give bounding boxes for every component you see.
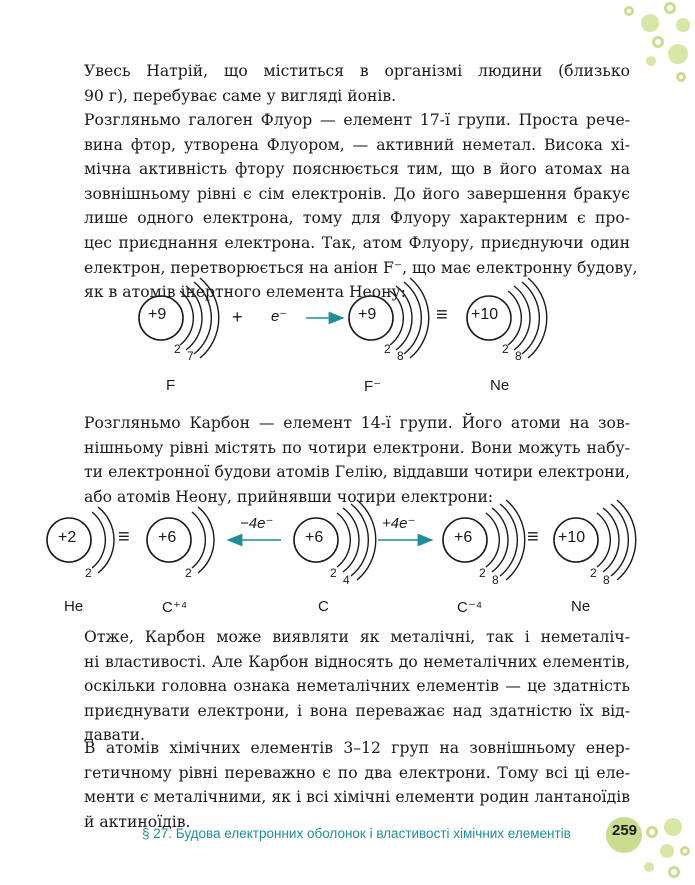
ne-label: Ne: [490, 377, 510, 394]
minus-4e-label: −4e⁻: [240, 515, 274, 532]
text-line: вина фтор, утворена Флуором, — активний неметал. Висока хі-: [84, 135, 630, 154]
c-shell-1: [337, 513, 350, 567]
plus-sign: +: [232, 307, 243, 327]
equiv-sign: ≡: [527, 526, 539, 548]
text-line: 90 г), перебуває саме у вигляді йонів.: [84, 86, 397, 105]
ne2-label: Ne: [571, 598, 591, 615]
c4p-shell-count-1: 2: [185, 566, 192, 580]
c4m-shell-2b: [506, 500, 525, 580]
paragraph-4: [84, 625, 630, 748]
ne2-shell-1: [597, 513, 610, 567]
text-line: лише одного електрона, тому для Флуору характерним є про-: [84, 209, 630, 228]
he-shell-count-1: 2: [85, 566, 92, 580]
c4m-shell-1: [486, 513, 499, 567]
fion-label: F⁻: [364, 378, 382, 395]
text-line: Розгляньмо Карбон — елемент 14-ї групи. Його атоми на зов-: [84, 414, 630, 432]
fion-shell-count-2: 8: [397, 349, 404, 363]
ne-shell-2b: [528, 278, 547, 358]
text-line: менти є металічними, як і всі хімічні елементи родин лантаноїдів: [84, 788, 630, 807]
fion-shell-1: [390, 291, 403, 345]
ne2-shell-count-1: 2: [590, 566, 597, 580]
c-shell-2b: [357, 500, 376, 580]
ne-shell-1: [508, 291, 521, 345]
text-line: оскільки головна ознака неметалічних елементів — це здатність: [84, 677, 630, 696]
ne-shell-count-2: 8: [515, 349, 522, 363]
c4m-label: C⁻⁴: [457, 599, 483, 616]
text-line: приєднувати електрони, і вона переважає над здатністю їх від-: [84, 701, 630, 720]
f-shell-1: [180, 291, 193, 345]
he-shell-1: [92, 512, 105, 568]
c4m-charge: +6: [454, 529, 473, 546]
c4m-shell-count-1: 2: [479, 566, 486, 580]
text-line: гетичному рівні переважно є по два електрони. Тому всі ці еле-: [84, 763, 630, 782]
c-shell-count-1: 2: [330, 566, 337, 580]
text-line: давати.: [84, 726, 145, 745]
text-line: Увесь Натрій, що міститься в організмі людини (близько: [84, 62, 630, 80]
ne-charge: +10: [471, 306, 499, 323]
text-line: Розгляньмо галоген Флуор — елемент 17-ї групи. Проста рече-: [84, 111, 630, 129]
f-shell-2b: [200, 278, 219, 358]
text-line: цес приєднання електрона. Так, атом Флуору, приєднуючи один: [84, 233, 630, 252]
c4p-label: C⁺⁴: [162, 599, 188, 616]
text-line: Отже, Карбон може виявляти як металічні, так і неметаліч-: [84, 628, 630, 646]
paragraph-5: [84, 736, 630, 834]
fion-charge: +9: [358, 306, 377, 323]
text-line: В атомів хімічних елементів 3–12 груп на зовнішньому енер-: [84, 739, 630, 757]
text-line: ні властивості. Але Карбон відносять до неметалічних елементів,: [84, 652, 630, 671]
equiv-sign: ≡: [436, 304, 448, 326]
he-label: He: [64, 598, 84, 615]
ne2-shell-count-2: 8: [603, 573, 610, 587]
c4p-charge: +6: [158, 529, 177, 546]
equiv-sign: ≡: [118, 526, 130, 548]
electron-symbol: e⁻: [271, 308, 288, 325]
text-line: електрон, перетворюється на аніон F⁻, що має електронну будову,: [84, 258, 638, 277]
fion-shell-2b: [410, 278, 429, 358]
c-label: C: [318, 598, 329, 615]
f-shell-count-1: 2: [174, 342, 181, 356]
plus-4e-label: +4e⁻: [382, 515, 416, 532]
c4m-shell-count-2: 8: [492, 573, 499, 587]
text-line: або атомів Неону, прийнявши чотири електрони:: [84, 487, 494, 506]
text-line: як в атомів інертного елемента Неону:: [84, 283, 406, 302]
text-line: ти електронної будови атомів Гелію, віддавши чотири електрони,: [84, 463, 630, 482]
c-shell-count-2: 4: [343, 573, 350, 587]
c-charge: +6: [305, 529, 324, 546]
text-line: зовнішньому рівні є сім електронів. До його завершення бракує: [84, 184, 630, 203]
f-label: F: [166, 377, 176, 394]
text-line: й актиноїдів.: [84, 812, 191, 831]
c4p-shell-1: [192, 512, 205, 568]
he-charge: +2: [58, 529, 77, 546]
fion-shell-count-1: 2: [384, 342, 391, 356]
ne-shell-count-1: 2: [502, 342, 509, 356]
f-charge: +9: [148, 306, 167, 323]
paragraph-3: [84, 411, 630, 509]
page-number: 259: [612, 822, 638, 839]
f-shell-count-2: 7: [187, 349, 194, 363]
footer-section-title: § 27. Будова електронних оболонок і властивості хімічних елементів: [142, 826, 571, 841]
text-line: нішньому рівні містять по чотири електрони. Вони можуть набу-: [84, 438, 630, 457]
ne2-shell-2b: [617, 500, 636, 580]
ne2-charge: +10: [558, 529, 586, 546]
text-line: мічна активність фтору пояснюється тим, що в його атомах на: [84, 160, 630, 179]
